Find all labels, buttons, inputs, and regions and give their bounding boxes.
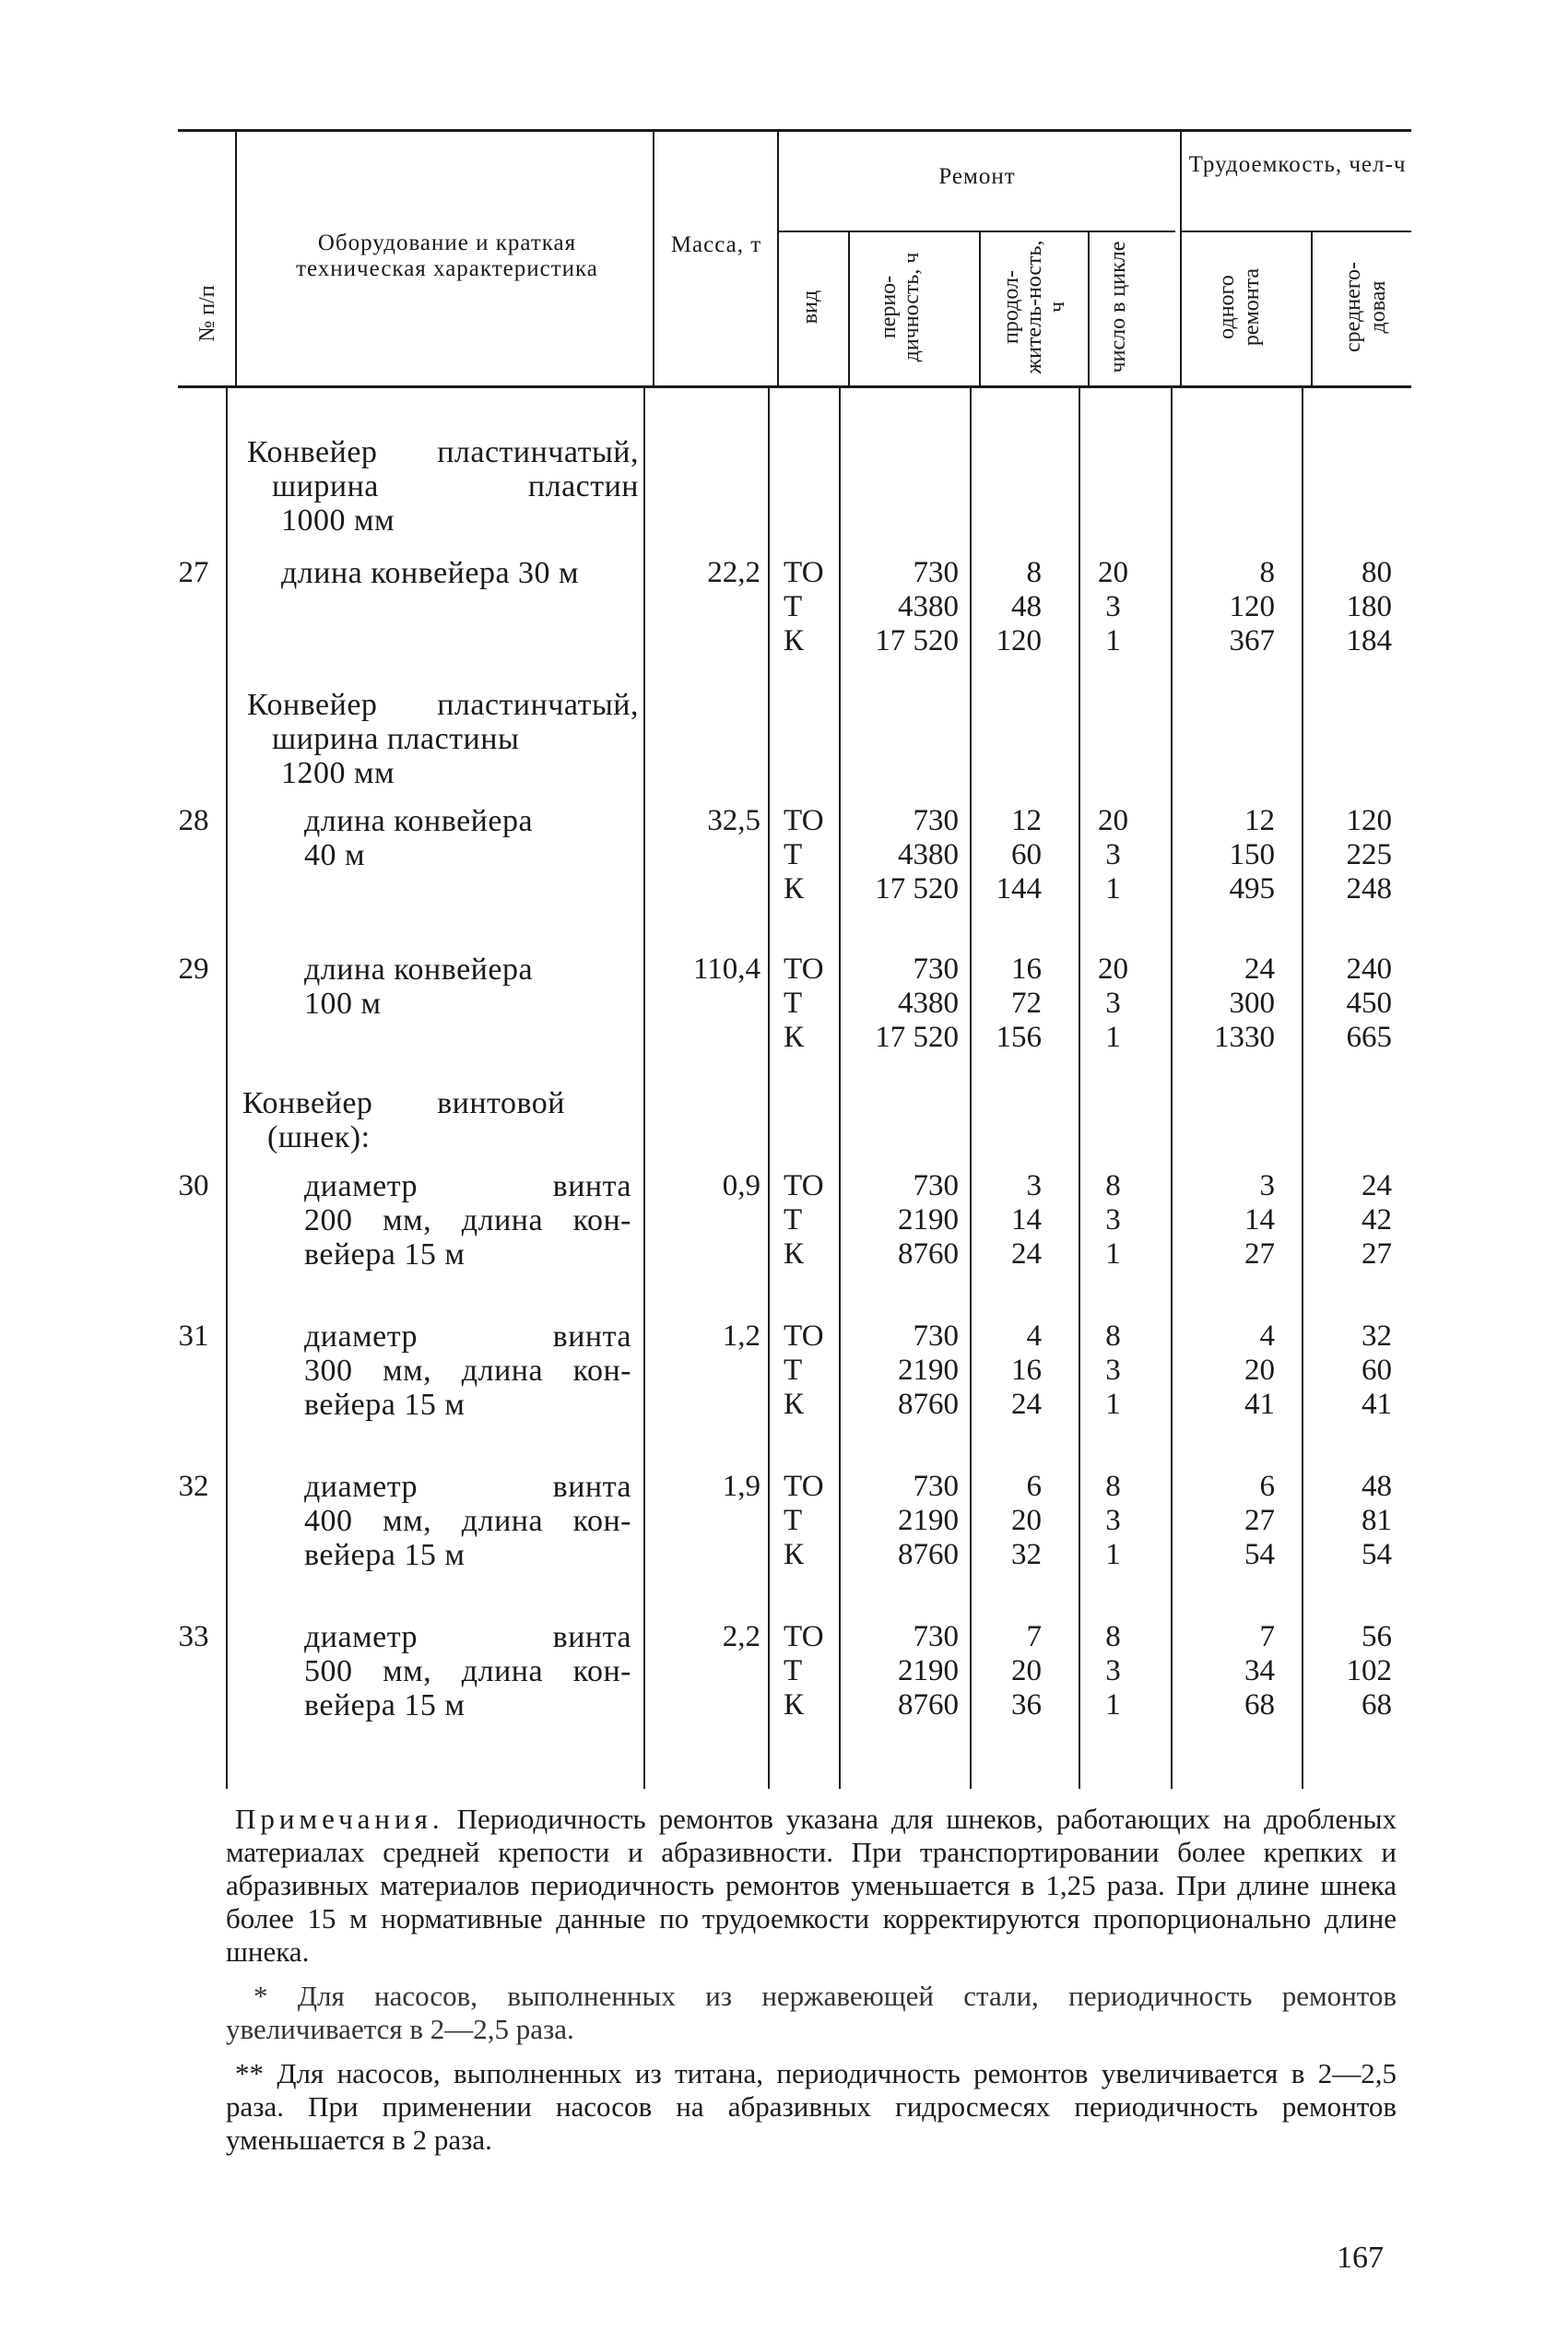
repair-type: Т [784,1203,803,1236]
group-heading: 1000 мм [281,503,395,538]
periodicity-value: 4380 [898,838,959,871]
header-divider [653,132,654,385]
repair-type: Т [784,1354,803,1387]
labor-one-value: 20 [1244,1354,1275,1387]
equipment-name: длина конвейера [304,804,534,838]
header-divider [979,232,981,385]
header-periodicity: перио-дичность, ч [877,252,924,362]
labor-one-value: 14 [1244,1203,1275,1236]
equipment-name: 40 м [304,838,366,872]
duration-value: 32 [1011,1538,1042,1571]
page-number: 167 [1337,2241,1384,2275]
labor-avg-value: 80 [1362,556,1392,589]
repair-type: Т [784,1504,803,1537]
labor-avg-value: 184 [1346,624,1392,657]
periodicity-value: 730 [913,1319,959,1353]
note-main [226,1803,1397,1969]
duration-value: 60 [1011,838,1042,871]
duration-value: 8 [1026,556,1042,589]
group-heading: Конвейер винтовой [242,1086,565,1120]
periodicity-value: 8760 [898,1237,959,1271]
mass-value: 32,5 [707,804,760,837]
labor-avg-value: 41 [1362,1388,1392,1421]
periodicity-value: 2190 [898,1504,959,1537]
repair-type: ТО [784,556,824,589]
duration-value: 3 [1026,1169,1042,1202]
labor-one-value: 27 [1244,1504,1275,1537]
group-heading: 1200 мм [281,756,395,790]
equipment-name [304,1354,631,1388]
equipment-name-line: 200 мм, длина кон- [304,1203,631,1237]
header-labor: Трудоемкость, чел-ч [1188,152,1407,177]
labor-one-value: 24 [1244,953,1275,986]
header-vid: вид [798,290,822,325]
group-heading: (шнек): [267,1120,371,1154]
note-main-text: Периодичность ремонтов указана для шнеков, работающих на дробленых материалах средней крепости и абразивности. При транспортировании более крепких и абразивных материалов периодичность ремонтов уменьшается в 1,25 раза. При длине шнека более 15 м нормативные данные по трудоемкости корректируются пропорционально длине шнека. [226,1803,1397,1968]
mass-value: 22,2 [707,556,760,589]
equipment-name-line: 300 мм, длина кон- [304,1354,631,1388]
labor-avg-value: 48 [1362,1470,1392,1503]
cycle-count-value: 3 [1105,987,1121,1020]
cycle-count-value: 3 [1105,838,1121,871]
repair-type: К [784,1388,805,1421]
repair-type: ТО [784,1470,824,1503]
header-equipment: Оборудование и краткая техническая характеристика [296,231,598,281]
labor-avg-value: 27 [1362,1237,1392,1271]
header-divider [1180,132,1182,385]
cycle-count-value: 3 [1105,1203,1121,1236]
equipment-name [304,1169,631,1203]
periodicity-value: 730 [913,1169,959,1202]
periodicity-value: 730 [913,804,959,837]
equipment-name-line: диаметр винта [304,1169,631,1203]
equipment-name: длина конвейера [304,953,534,987]
equipment-name-line: 500 мм, длина кон- [304,1654,631,1688]
duration-value: 48 [1011,590,1042,623]
duration-value: 6 [1026,1470,1042,1503]
labor-avg-value: 32 [1362,1319,1392,1353]
cycle-count-value: 3 [1105,1354,1121,1387]
periodicity-value: 17 520 [875,872,959,905]
periodicity-value: 2190 [898,1203,959,1236]
labor-one-value: 54 [1244,1538,1275,1571]
cycle-count-value: 1 [1105,624,1121,657]
duration-value: 156 [996,1021,1042,1054]
header-avg-annual: среднего-довая [1341,262,1390,352]
equipment-name [304,1470,631,1504]
labor-one-value: 300 [1229,987,1275,1020]
group-heading: ширина пластин [272,469,639,503]
duration-value: 4 [1026,1319,1042,1353]
header-divider [1088,232,1090,385]
header-cycle-count: число в цикле [1106,241,1130,373]
labor-one-value: 367 [1229,624,1275,657]
periodicity-value: 730 [913,1620,959,1653]
body-divider [226,388,228,1789]
labor-avg-value: 225 [1346,838,1392,871]
labor-one-value: 495 [1229,872,1275,905]
row-number: 28 [178,804,209,837]
labor-avg-value: 665 [1346,1021,1392,1054]
body-divider [1171,388,1173,1789]
labor-avg-value: 24 [1362,1169,1392,1202]
repair-type: К [784,872,805,905]
cycle-count-value: 3 [1105,590,1121,623]
labor-one-value: 34 [1244,1654,1275,1687]
equipment-name: длина конвейера 30 м [281,556,580,590]
duration-value: 20 [1011,1504,1042,1537]
duration-value: 12 [1011,804,1042,837]
cycle-count-value: 20 [1098,953,1128,986]
cycle-count-value: 20 [1098,804,1128,837]
repair-type: К [784,1021,805,1054]
labor-one-value: 6 [1259,1470,1275,1503]
repair-type: ТО [784,1620,824,1653]
duration-value: 24 [1011,1237,1042,1271]
labor-one-value: 68 [1244,1688,1275,1722]
note-star2: ** Для насосов, выполненных из титана, периодичность ремонтов увеличивается в 2—2,5 раза. При применении насосов на абразивных гидросмесях периодичность ремонтов уменьшается в 2 раза. [226,2057,1397,2156]
cycle-count-value: 3 [1105,1654,1121,1687]
header-duration: продол-житель-ность, ч [999,240,1069,374]
labor-one-value: 1330 [1214,1021,1275,1054]
body-divider [1302,388,1303,1789]
cycle-count-value: 1 [1105,1237,1121,1271]
equipment-name [304,1654,631,1688]
labor-one-value: 41 [1244,1388,1275,1421]
body-divider [643,388,645,1789]
equipment-name-line: диаметр винта [304,1319,631,1354]
duration-value: 20 [1011,1654,1042,1687]
labor-one-value: 120 [1229,590,1275,623]
labor-avg-value: 102 [1346,1654,1392,1687]
periodicity-value: 2190 [898,1654,959,1687]
labor-avg-value: 54 [1362,1538,1392,1571]
labor-avg-value: 68 [1362,1688,1392,1722]
row-number: 31 [178,1319,209,1353]
header-divider [848,232,850,385]
cycle-count-value: 1 [1105,872,1121,905]
repair-type: К [784,1538,805,1571]
note-star1: * Для насосов, выполненных из нержавеющей стали, периодичность ремонтов увеличивается в 2—2,5 раза. [226,1980,1397,2045]
periodicity-value: 730 [913,953,959,986]
header-repair: Ремонт [938,164,1016,189]
duration-value: 36 [1011,1688,1042,1722]
equipment-name: вейера 15 м [304,1237,466,1272]
equipment-name: вейера 15 м [304,1388,466,1422]
row-number: 33 [178,1620,209,1653]
periodicity-value: 8760 [898,1388,959,1421]
labor-one-value: 8 [1259,556,1275,589]
repair-type: К [784,624,805,657]
labor-subheader-rule [1182,231,1411,232]
equipment-name [304,1620,631,1654]
header-divider [777,132,779,385]
group-heading: Конвейер пластинчатый, [247,435,639,469]
labor-one-value: 12 [1244,804,1275,837]
labor-one-value: 7 [1259,1620,1275,1653]
cycle-count-value: 8 [1105,1169,1121,1202]
repair-type: Т [784,838,803,871]
labor-avg-value: 56 [1362,1620,1392,1653]
duration-value: 24 [1011,1388,1042,1421]
table-top-rule [178,129,1411,132]
duration-value: 72 [1011,987,1042,1020]
repair-type: ТО [784,804,824,837]
notes [226,1803,1397,2168]
labor-avg-value: 81 [1362,1504,1392,1537]
duration-value: 120 [996,624,1042,657]
mass-value: 1,9 [722,1470,760,1503]
repair-type: ТО [784,953,824,986]
repair-type: Т [784,1654,803,1687]
equipment-name [304,1504,631,1538]
body-divider [768,388,770,1789]
header-mass: Масса, т [670,232,762,257]
labor-one-value: 3 [1259,1169,1275,1202]
periodicity-value: 8760 [898,1538,959,1571]
labor-one-value: 150 [1229,838,1275,871]
header-num: № п/п [195,285,219,342]
group-heading: ширина пластины [272,722,520,756]
repair-type: К [784,1688,805,1722]
repair-type: Т [784,987,803,1020]
repair-type: ТО [784,1169,824,1202]
equipment-name: 100 м [304,987,382,1021]
equipment-name-line: 400 мм, длина кон- [304,1504,631,1538]
header-divider [1311,232,1313,385]
cycle-count-value: 8 [1105,1470,1121,1503]
repair-subheader-rule [777,231,1175,232]
periodicity-value: 4380 [898,590,959,623]
row-number: 30 [178,1169,209,1202]
labor-avg-value: 42 [1362,1203,1392,1236]
equipment-name [304,1319,631,1354]
note-label: Примечания. [235,1803,444,1835]
row-number: 27 [178,556,209,589]
row-number: 32 [178,1470,209,1503]
group-heading: Конвейер пластинчатый, [247,688,639,722]
duration-value: 14 [1011,1203,1042,1236]
header-divider [235,132,237,385]
labor-avg-value: 60 [1362,1354,1392,1387]
cycle-count-value: 8 [1105,1620,1121,1653]
cycle-count-value: 1 [1105,1688,1121,1722]
mass-value: 1,2 [722,1319,760,1353]
repair-type: Т [784,590,803,623]
duration-value: 16 [1011,953,1042,986]
labor-avg-value: 120 [1346,804,1392,837]
repair-type: К [784,1237,805,1271]
equipment-name: вейера 15 м [304,1688,466,1722]
periodicity-value: 4380 [898,987,959,1020]
row-number: 29 [178,953,209,986]
labor-avg-value: 240 [1346,953,1392,986]
duration-value: 144 [996,872,1042,905]
mass-value: 0,9 [722,1169,760,1202]
cycle-count-value: 3 [1105,1504,1121,1537]
periodicity-value: 730 [913,1470,959,1503]
equipment-name-line: диаметр винта [304,1470,631,1504]
equipment-name-line: диаметр винта [304,1620,631,1654]
periodicity-value: 730 [913,556,959,589]
cycle-count-value: 20 [1098,556,1128,589]
labor-one-value: 27 [1244,1237,1275,1271]
labor-one-value: 4 [1259,1319,1275,1353]
labor-avg-value: 180 [1346,590,1392,623]
duration-value: 7 [1026,1620,1042,1653]
cycle-count-value: 1 [1105,1538,1121,1571]
labor-avg-value: 248 [1346,872,1392,905]
duration-value: 16 [1011,1354,1042,1387]
header-one-repair: одного ремонта [1215,267,1264,347]
periodicity-value: 17 520 [875,1021,959,1054]
mass-value: 2,2 [722,1620,760,1653]
mass-value: 110,4 [692,953,760,986]
repair-type: ТО [784,1319,824,1353]
cycle-count-value: 8 [1105,1319,1121,1353]
equipment-name [304,1203,631,1237]
periodicity-value: 17 520 [875,624,959,657]
periodicity-value: 8760 [898,1688,959,1722]
periodicity-value: 2190 [898,1354,959,1387]
equipment-name: вейера 15 м [304,1538,466,1572]
header-bottom-rule [178,385,1411,388]
labor-avg-value: 450 [1346,987,1392,1020]
cycle-count-value: 1 [1105,1021,1121,1054]
cycle-count-value: 1 [1105,1388,1121,1421]
